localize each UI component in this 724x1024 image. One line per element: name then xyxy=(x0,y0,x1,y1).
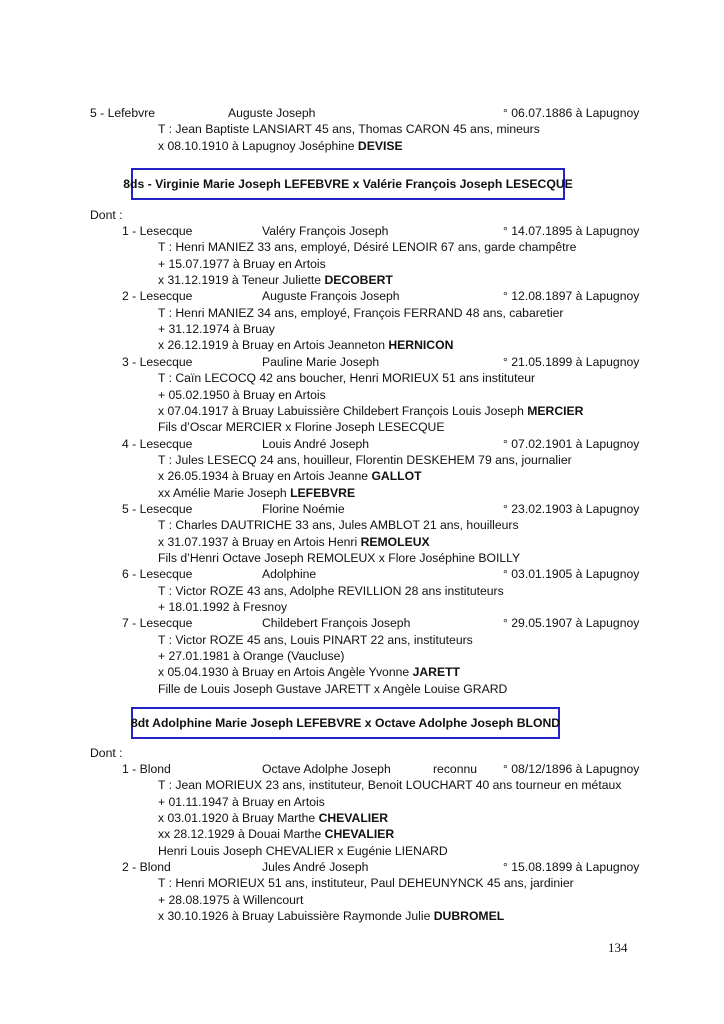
child-lesecque-6-detail xyxy=(158,600,287,614)
entry-lefebvre-5-num: 5 - Lefebvre xyxy=(90,106,156,120)
child-lesecque-7-detail-text: + 27.01.1981 à Orange (Vaucluse) xyxy=(158,649,345,664)
entry-lefebvre-5-detail-surname: DEVISE xyxy=(357,138,403,153)
child-lesecque-4-detail-text: T : Jules LESECQ 24 ans, houilleur, Florentin DESKEHEM 79 ans, journalier xyxy=(158,452,572,467)
child-lesecque-6-detail-text: + 18.01.1992 à Fresnoy xyxy=(158,600,288,615)
child-lesecque-2-detail-text: T : Henri MANIEZ 34 ans, employé, François FERRAND 48 ans, cabaretier xyxy=(158,305,564,320)
child-blond-2-birth: ° 15.08.1899 à Lapugnoy xyxy=(503,860,640,875)
child-blond-1-extra: reconnu xyxy=(433,762,478,776)
child-lesecque-5-detail-text: x 31.07.1937 à Bruay en Artois Henri xyxy=(158,534,361,549)
child-blond-1-detail xyxy=(158,778,621,792)
child-lesecque-6-detail-text: T : Victor ROZE 43 ans, Adolphe REVILLION 28 ans instituteurs xyxy=(158,583,504,598)
child-lesecque-5-detail xyxy=(158,518,519,532)
entry-lefebvre-5-detail-text: T : Jean Baptiste LANSIART 45 ans, Thomas CARON 45 ans, mineurs xyxy=(158,122,540,137)
child-lesecque-1-detail-surname: DECOBERT xyxy=(324,273,393,288)
entry-lefebvre-5-name: Auguste Joseph xyxy=(228,106,316,120)
child-lesecque-2-birth: ° 12.08.1897 à Lapugnoy xyxy=(503,289,640,304)
child-lesecque-5-num: 5 - Lesecque xyxy=(122,501,193,516)
child-lesecque-4-birth: ° 07.02.1901 à Lapugnoy xyxy=(503,436,640,451)
child-lesecque-3-detail-text: Fils d’Oscar MERCIER x Florine Joseph LESECQUE xyxy=(158,420,445,435)
child-blond-2-detail-text: + 28.08.1975 à Willencourt xyxy=(158,892,304,907)
couple-heading-8dt: 8dt Adolphine Marie Joseph LEFEBVRE x Octave Adolphe Joseph BLOND xyxy=(131,707,560,739)
child-lesecque-3-detail xyxy=(158,404,583,418)
child-lesecque-2-detail-surname: HERNICON xyxy=(388,338,454,353)
child-lesecque-3-detail xyxy=(158,388,326,402)
child-blond-1-detail-surname: CHEVALIER xyxy=(324,827,395,842)
child-lesecque-3-detail xyxy=(158,420,444,434)
child-lesecque-7-detail-text: T : Victor ROZE 45 ans, Louis PINART 22 ans, instituteurs xyxy=(158,632,473,647)
child-lesecque-5-detail-text: T : Charles DAUTRICHE 33 ans, Jules AMBLOT 21 ans, houilleurs xyxy=(158,518,519,533)
child-blond-2-detail-text: x 30.10.1926 à Bruay Labuissière Raymonde Julie xyxy=(158,909,434,924)
child-lesecque-1-detail xyxy=(158,240,576,254)
child-lesecque-7-detail xyxy=(158,649,344,663)
child-lesecque-7-detail-surname: JARETT xyxy=(412,665,460,680)
child-lesecque-1-num: 1 - Lesecque xyxy=(122,224,193,238)
child-lesecque-2-detail-text: x 26.12.1919 à Bruay en Artois Jeanneton xyxy=(158,338,389,353)
child-lesecque-3-detail-surname: MERCIER xyxy=(527,403,584,418)
child-blond-1-detail-text: + 01.11.1947 à Bruay en Artois xyxy=(158,794,325,809)
child-lesecque-5-name: Florine Noémie xyxy=(262,501,345,516)
child-lesecque-4-detail-surname: GALLOT xyxy=(371,469,422,484)
child-blond-2-detail-text: T : Henri MORIEUX 51 ans, instituteur, Paul DEHEUNYNCK 45 ans, jardinier xyxy=(158,876,574,891)
child-lesecque-1-name: Valéry François Joseph xyxy=(262,224,389,238)
child-blond-2-detail xyxy=(158,909,504,923)
child-blond-1-detail xyxy=(158,844,448,858)
child-lesecque-5-detail-text: Fils d’Henri Octave Joseph REMOLEUX x Flore Joséphine BOILLY xyxy=(158,551,521,565)
child-lesecque-3-detail-text: T : Caïn LECOCQ 42 ans boucher, Henri MORIEUX 51 ans instituteur xyxy=(158,371,536,386)
child-lesecque-7-num: 7 - Lesecque xyxy=(122,616,193,631)
child-lesecque-6-num: 6 - Lesecque xyxy=(122,567,193,582)
child-blond-1-detail-text: T : Jean MORIEUX 23 ans, instituteur, Benoit LOUCHART 40 ans tourneur en métaux xyxy=(158,778,622,793)
child-blond-2-num: 2 - Blond xyxy=(122,860,171,875)
dont-label: Dont : xyxy=(90,746,123,760)
page-number: 134 xyxy=(608,940,628,955)
child-lesecque-7-name: Childebert François Joseph xyxy=(262,616,411,631)
child-blond-1-detail xyxy=(158,795,325,809)
child-lesecque-7-detail xyxy=(158,682,507,696)
child-lesecque-2-detail xyxy=(158,322,275,336)
child-lesecque-4-detail xyxy=(158,453,572,467)
child-lesecque-1-detail-text: x 31.12.1919 à Teneur Juliette xyxy=(158,273,325,288)
child-lesecque-2-detail xyxy=(158,306,564,320)
child-blond-1-num: 1 - Blond xyxy=(122,762,171,776)
child-lesecque-5-detail xyxy=(158,551,520,565)
entry-lefebvre-5-detail xyxy=(158,122,540,136)
child-lesecque-5-detail-surname: REMOLEUX xyxy=(360,534,430,549)
child-blond-1-detail-text: x 03.01.1920 à Bruay Marthe xyxy=(158,811,319,826)
child-lesecque-1-detail-text: + 15.07.1977 à Bruay en Artois xyxy=(158,256,326,271)
child-lesecque-6-name: Adolphine xyxy=(262,567,317,582)
child-blond-1-detail xyxy=(158,811,388,825)
child-lesecque-4-detail xyxy=(158,486,355,500)
child-lesecque-1-detail xyxy=(158,273,393,287)
child-lesecque-2-detail-text: + 31.12.1974 à Bruay xyxy=(158,322,275,337)
child-lesecque-1-detail-text: T : Henri MANIEZ 33 ans, employé, Désiré LENOIR 67 ans, garde champêtre xyxy=(158,240,577,255)
child-lesecque-3-birth: ° 21.05.1899 à Lapugnoy xyxy=(503,354,640,369)
child-blond-2-detail xyxy=(158,893,303,907)
child-blond-1-birth: ° 08/12/1896 à Lapugnoy xyxy=(503,762,640,776)
entry-lefebvre-5-detail xyxy=(158,139,403,153)
entry-lefebvre-5-detail-text: x 08.10.1910 à Lapugnoy Joséphine xyxy=(158,138,358,153)
child-lesecque-7-detail-text: x 05.04.1930 à Bruay en Artois Angèle Yvonne xyxy=(158,665,413,680)
child-lesecque-5-birth: ° 23.02.1903 à Lapugnoy xyxy=(503,501,640,516)
child-lesecque-1-birth: ° 14.07.1895 à Lapugnoy xyxy=(503,224,640,238)
child-lesecque-4-detail xyxy=(158,469,422,483)
child-blond-2-detail xyxy=(158,876,574,890)
child-lesecque-4-name: Louis André Joseph xyxy=(262,436,370,451)
couple-heading-8ds: 8ds - Virginie Marie Joseph LEFEBVRE x Valérie François Joseph LESECQUE xyxy=(131,168,565,200)
child-lesecque-3-detail-text: + 05.02.1950 à Bruay en Artois xyxy=(158,387,326,402)
child-blond-1-detail-text: Henri Louis Joseph CHEVALIER x Eugénie LIENARD xyxy=(158,843,448,858)
child-lesecque-7-detail xyxy=(158,633,473,647)
child-blond-1-detail-surname: CHEVALIER xyxy=(318,811,389,826)
child-lesecque-5-detail xyxy=(158,535,430,549)
child-lesecque-7-detail xyxy=(158,665,460,679)
child-lesecque-3-name: Pauline Marie Joseph xyxy=(262,354,380,369)
child-lesecque-2-name: Auguste François Joseph xyxy=(262,289,400,304)
child-lesecque-7-detail-text: Fille de Louis Joseph Gustave JARETT x Angèle Louise GRARD xyxy=(158,681,508,696)
child-lesecque-4-detail-surname: LEFEBVRE xyxy=(290,485,356,500)
child-lesecque-3-detail xyxy=(158,371,535,385)
child-lesecque-4-num: 4 - Lesecque xyxy=(122,436,193,451)
child-lesecque-4-detail-text: xx Amélie Marie Joseph xyxy=(158,485,291,500)
child-lesecque-7-birth: ° 29.05.1907 à Lapugnoy xyxy=(503,616,640,631)
child-lesecque-2-num: 2 - Lesecque xyxy=(122,289,193,304)
child-lesecque-4-detail-text: x 26.05.1934 à Bruay en Artois Jeanne xyxy=(158,469,372,484)
child-blond-1-name: Octave Adolphe Joseph xyxy=(262,762,391,776)
child-lesecque-1-detail xyxy=(158,257,326,271)
child-lesecque-2-detail xyxy=(158,338,453,352)
child-lesecque-3-num: 3 - Lesecque xyxy=(122,354,193,369)
child-blond-1-detail xyxy=(158,827,394,841)
child-blond-2-detail-surname: DUBROMEL xyxy=(433,909,505,924)
child-lesecque-6-birth: ° 03.01.1905 à Lapugnoy xyxy=(503,567,640,582)
entry-lefebvre-5-birth: ° 06.07.1886 à Lapugnoy xyxy=(503,106,640,120)
child-lesecque-3-detail-text: x 07.04.1917 à Bruay Labuissière Childebert François Louis Joseph xyxy=(158,403,528,418)
dont-label: Dont : xyxy=(90,208,123,222)
child-blond-2-name: Jules André Joseph xyxy=(262,860,369,875)
child-lesecque-6-detail xyxy=(158,584,504,598)
child-blond-1-detail-text: xx 28.12.1929 à Douai Marthe xyxy=(158,827,325,842)
